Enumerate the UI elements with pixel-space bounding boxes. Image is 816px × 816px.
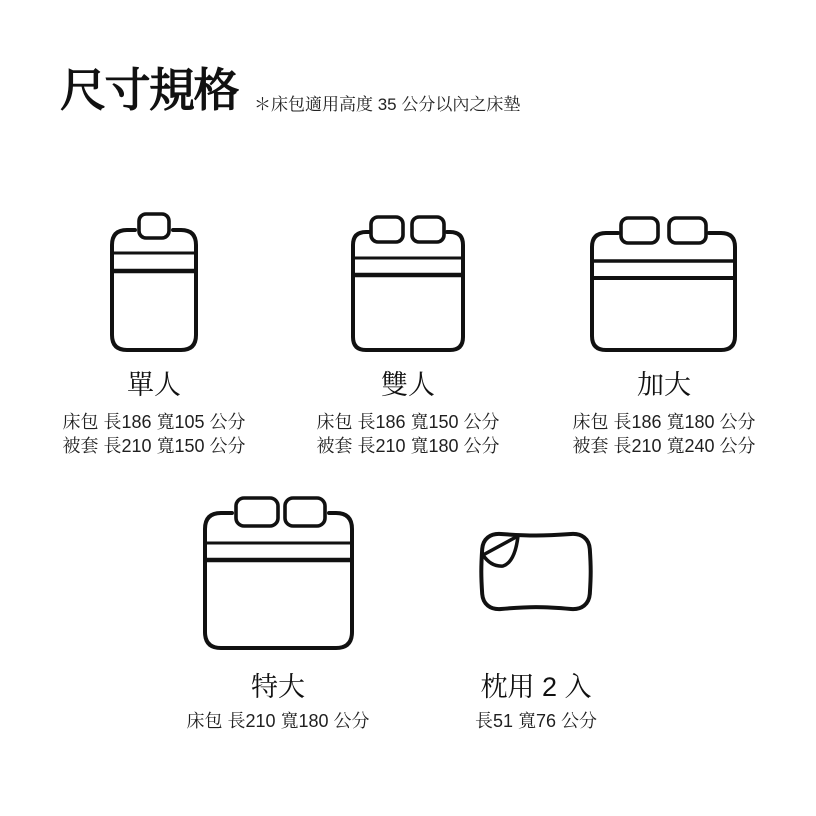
size-name: 雙人 — [381, 370, 435, 400]
size-name: 枕用 2 入 — [480, 672, 592, 702]
spec-line: 被套 長210 寬150 公分 — [62, 435, 246, 456]
size-specs — [138, 710, 418, 734]
spec-line: 被套 長210 寬180 公分 — [316, 435, 500, 456]
size-name: 單人 — [127, 370, 181, 400]
page-title: 尺寸規格 — [60, 64, 238, 116]
size-specs — [524, 411, 804, 458]
spec-line: 被套 長210 寬240 公分 — [572, 435, 756, 456]
double-bed-icon — [351, 215, 465, 355]
single-bed-icon — [110, 212, 198, 354]
mattress-height-note: ＊床包適用高度 35 公分以內之床墊 — [254, 95, 521, 114]
size-name: 加大 — [637, 370, 691, 400]
size-specs — [396, 710, 676, 734]
size-specs — [268, 411, 548, 458]
king-bed-icon — [203, 496, 354, 652]
queen-bed-icon — [590, 216, 737, 356]
spec-line: 床包 長186 寬150 公分 — [316, 412, 500, 432]
spec-line: 床包 長210 寬180 公分 — [186, 711, 370, 731]
spec-line: 床包 長186 寬105 公分 — [62, 412, 246, 432]
pillowcase-icon — [479, 531, 593, 613]
size-name: 特大 — [251, 672, 305, 702]
spec-line: 長51 寬76 公分 — [474, 711, 598, 731]
size-specs — [14, 411, 294, 458]
spec-line: 床包 長186 寬180 公分 — [572, 412, 756, 432]
